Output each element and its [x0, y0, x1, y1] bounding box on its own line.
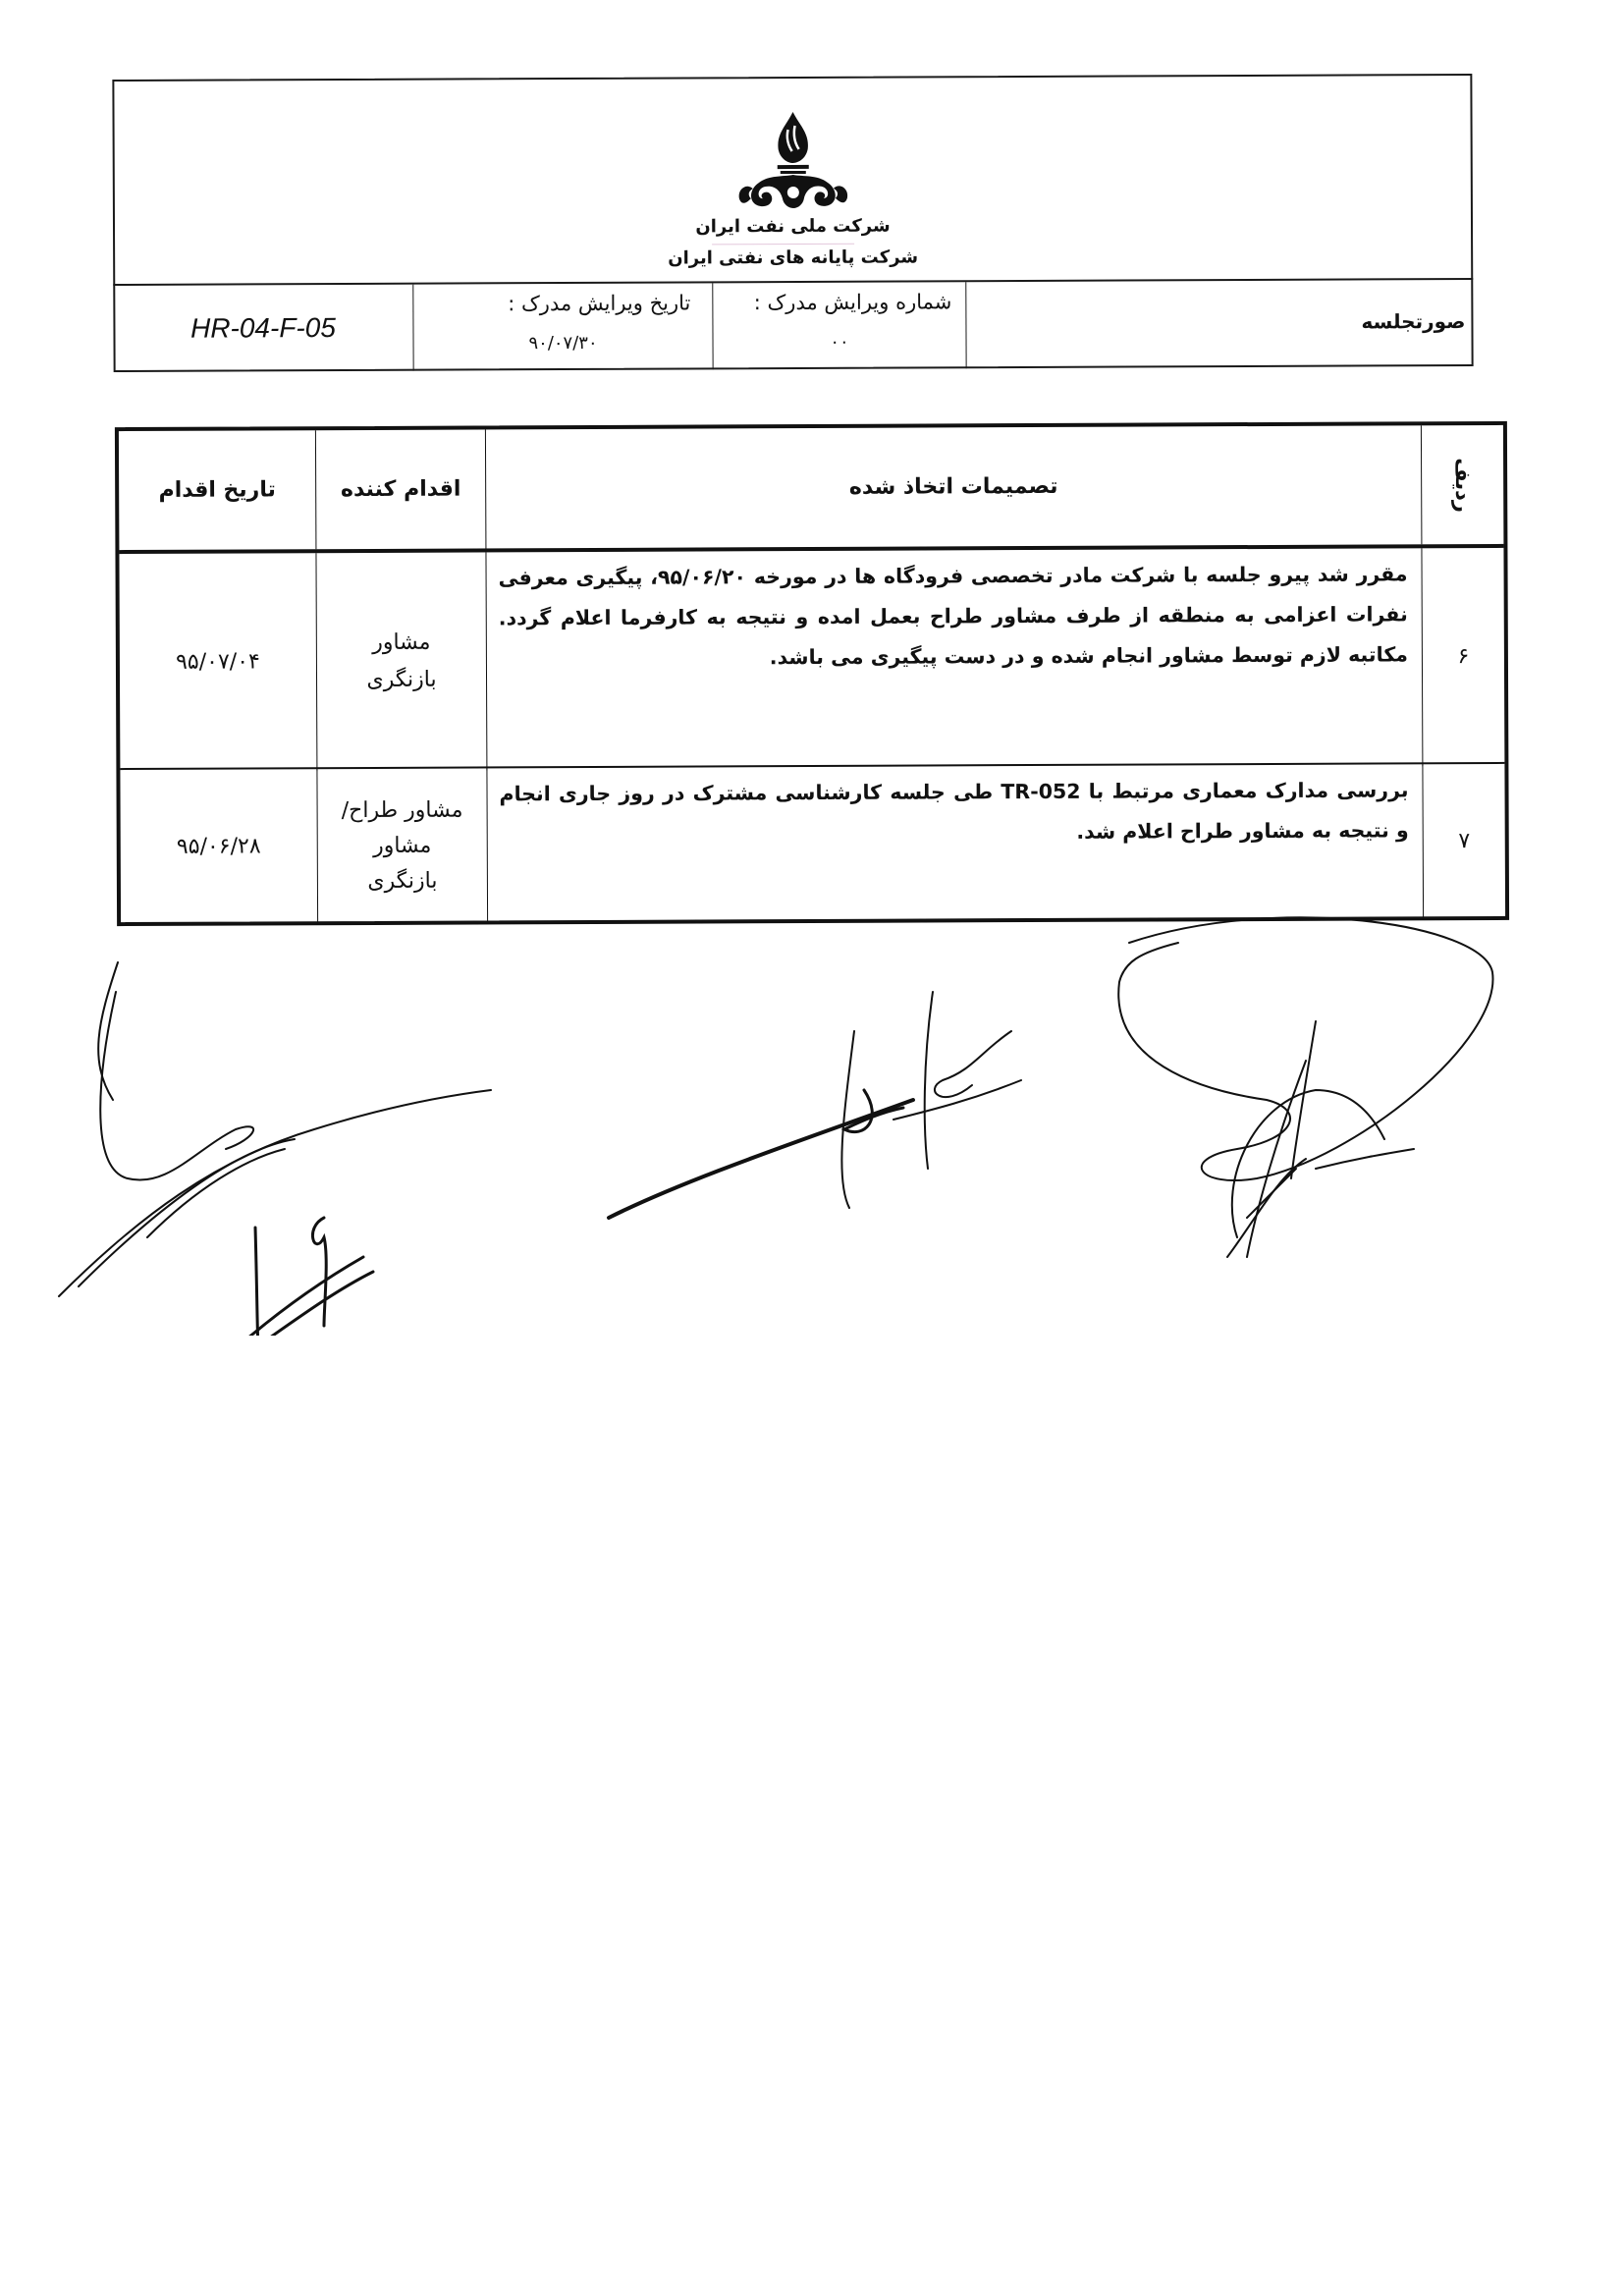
decision-text: مقرر شد پیرو جلسه با شرکت مادر تخصصی فرودگاه ها در مورخه ۹۵/۰۶/۲۰، پیگیری معرفی نفرات اعزامی به منطقه از طرف مشاور طراح بعمل امده و نتیجه به کارفرما اعلام گردد. مکاتبه لازم توسط مشاور انجام شده و در دست پیگیری می باشد.: [485, 548, 1422, 770]
column-header-actor: اقدام کننده: [315, 429, 486, 549]
row-no-header-label: ردیف: [1450, 457, 1475, 513]
decisions-table: [115, 421, 1509, 926]
signature-3: [1118, 917, 1492, 1180]
column-header-row-no: [1421, 425, 1504, 544]
doc-code: HR-04-F-05: [189, 312, 336, 344]
action-date: ۹۵/۰۷/۰۴: [176, 649, 260, 675]
decision-text: بررسی مدارک معماری مرتبط با TR-052 طی جلسه کارشناسی مشترک در روز جاری انجام و نتیجه به مشاور طراح اعلام شد.: [486, 764, 1423, 923]
document-info-row: [113, 278, 1473, 372]
signature-4: [187, 1218, 373, 1336]
actor-line: مشاور: [373, 833, 432, 858]
table-header-row: [119, 425, 1504, 550]
column-header-date: تاریخ اقدام: [158, 477, 276, 503]
document-header: [112, 74, 1473, 372]
row-number: ۷: [1422, 764, 1505, 919]
signature-1: [59, 962, 491, 1296]
signature-2: [893, 992, 1021, 1169]
actor-line: مشاور طراح/: [341, 797, 463, 823]
actor-cell: [315, 552, 486, 771]
revision-no-value: ۰۰: [830, 331, 849, 353]
revision-date-cell: [412, 283, 712, 370]
org-name: شرکت ملی نفت ایران: [695, 215, 891, 238]
revision-no-label: شماره ویرایش مدرک :: [753, 290, 952, 315]
signature-5: [609, 1031, 913, 1218]
actor-line: مشاور: [372, 629, 431, 655]
sub-org-name: شرکت پایانه های نفتی ایران: [668, 246, 919, 269]
revision-no-cell: [712, 282, 965, 369]
revision-date-label: تاریخ ویرایش مدرک :: [508, 291, 691, 316]
nioc-flame-icon: [729, 108, 856, 215]
org-separator: [712, 244, 854, 246]
table-row: [119, 544, 1504, 772]
actor-line: بازنگری: [366, 667, 437, 692]
doc-title: صورتجلسه: [965, 280, 1473, 368]
actor-line: بازنگری: [367, 868, 438, 895]
row-number: ۶: [1421, 548, 1504, 766]
action-date: ۹۵/۰۶/۲۸: [176, 834, 261, 859]
revision-date-value: ۹۰/۰۷/۳۰: [528, 332, 598, 355]
company-logo: [114, 105, 1470, 221]
signatures-area: [0, 884, 1624, 1336]
column-header-decisions: تصمیمات اتخاذ شده: [485, 425, 1422, 548]
